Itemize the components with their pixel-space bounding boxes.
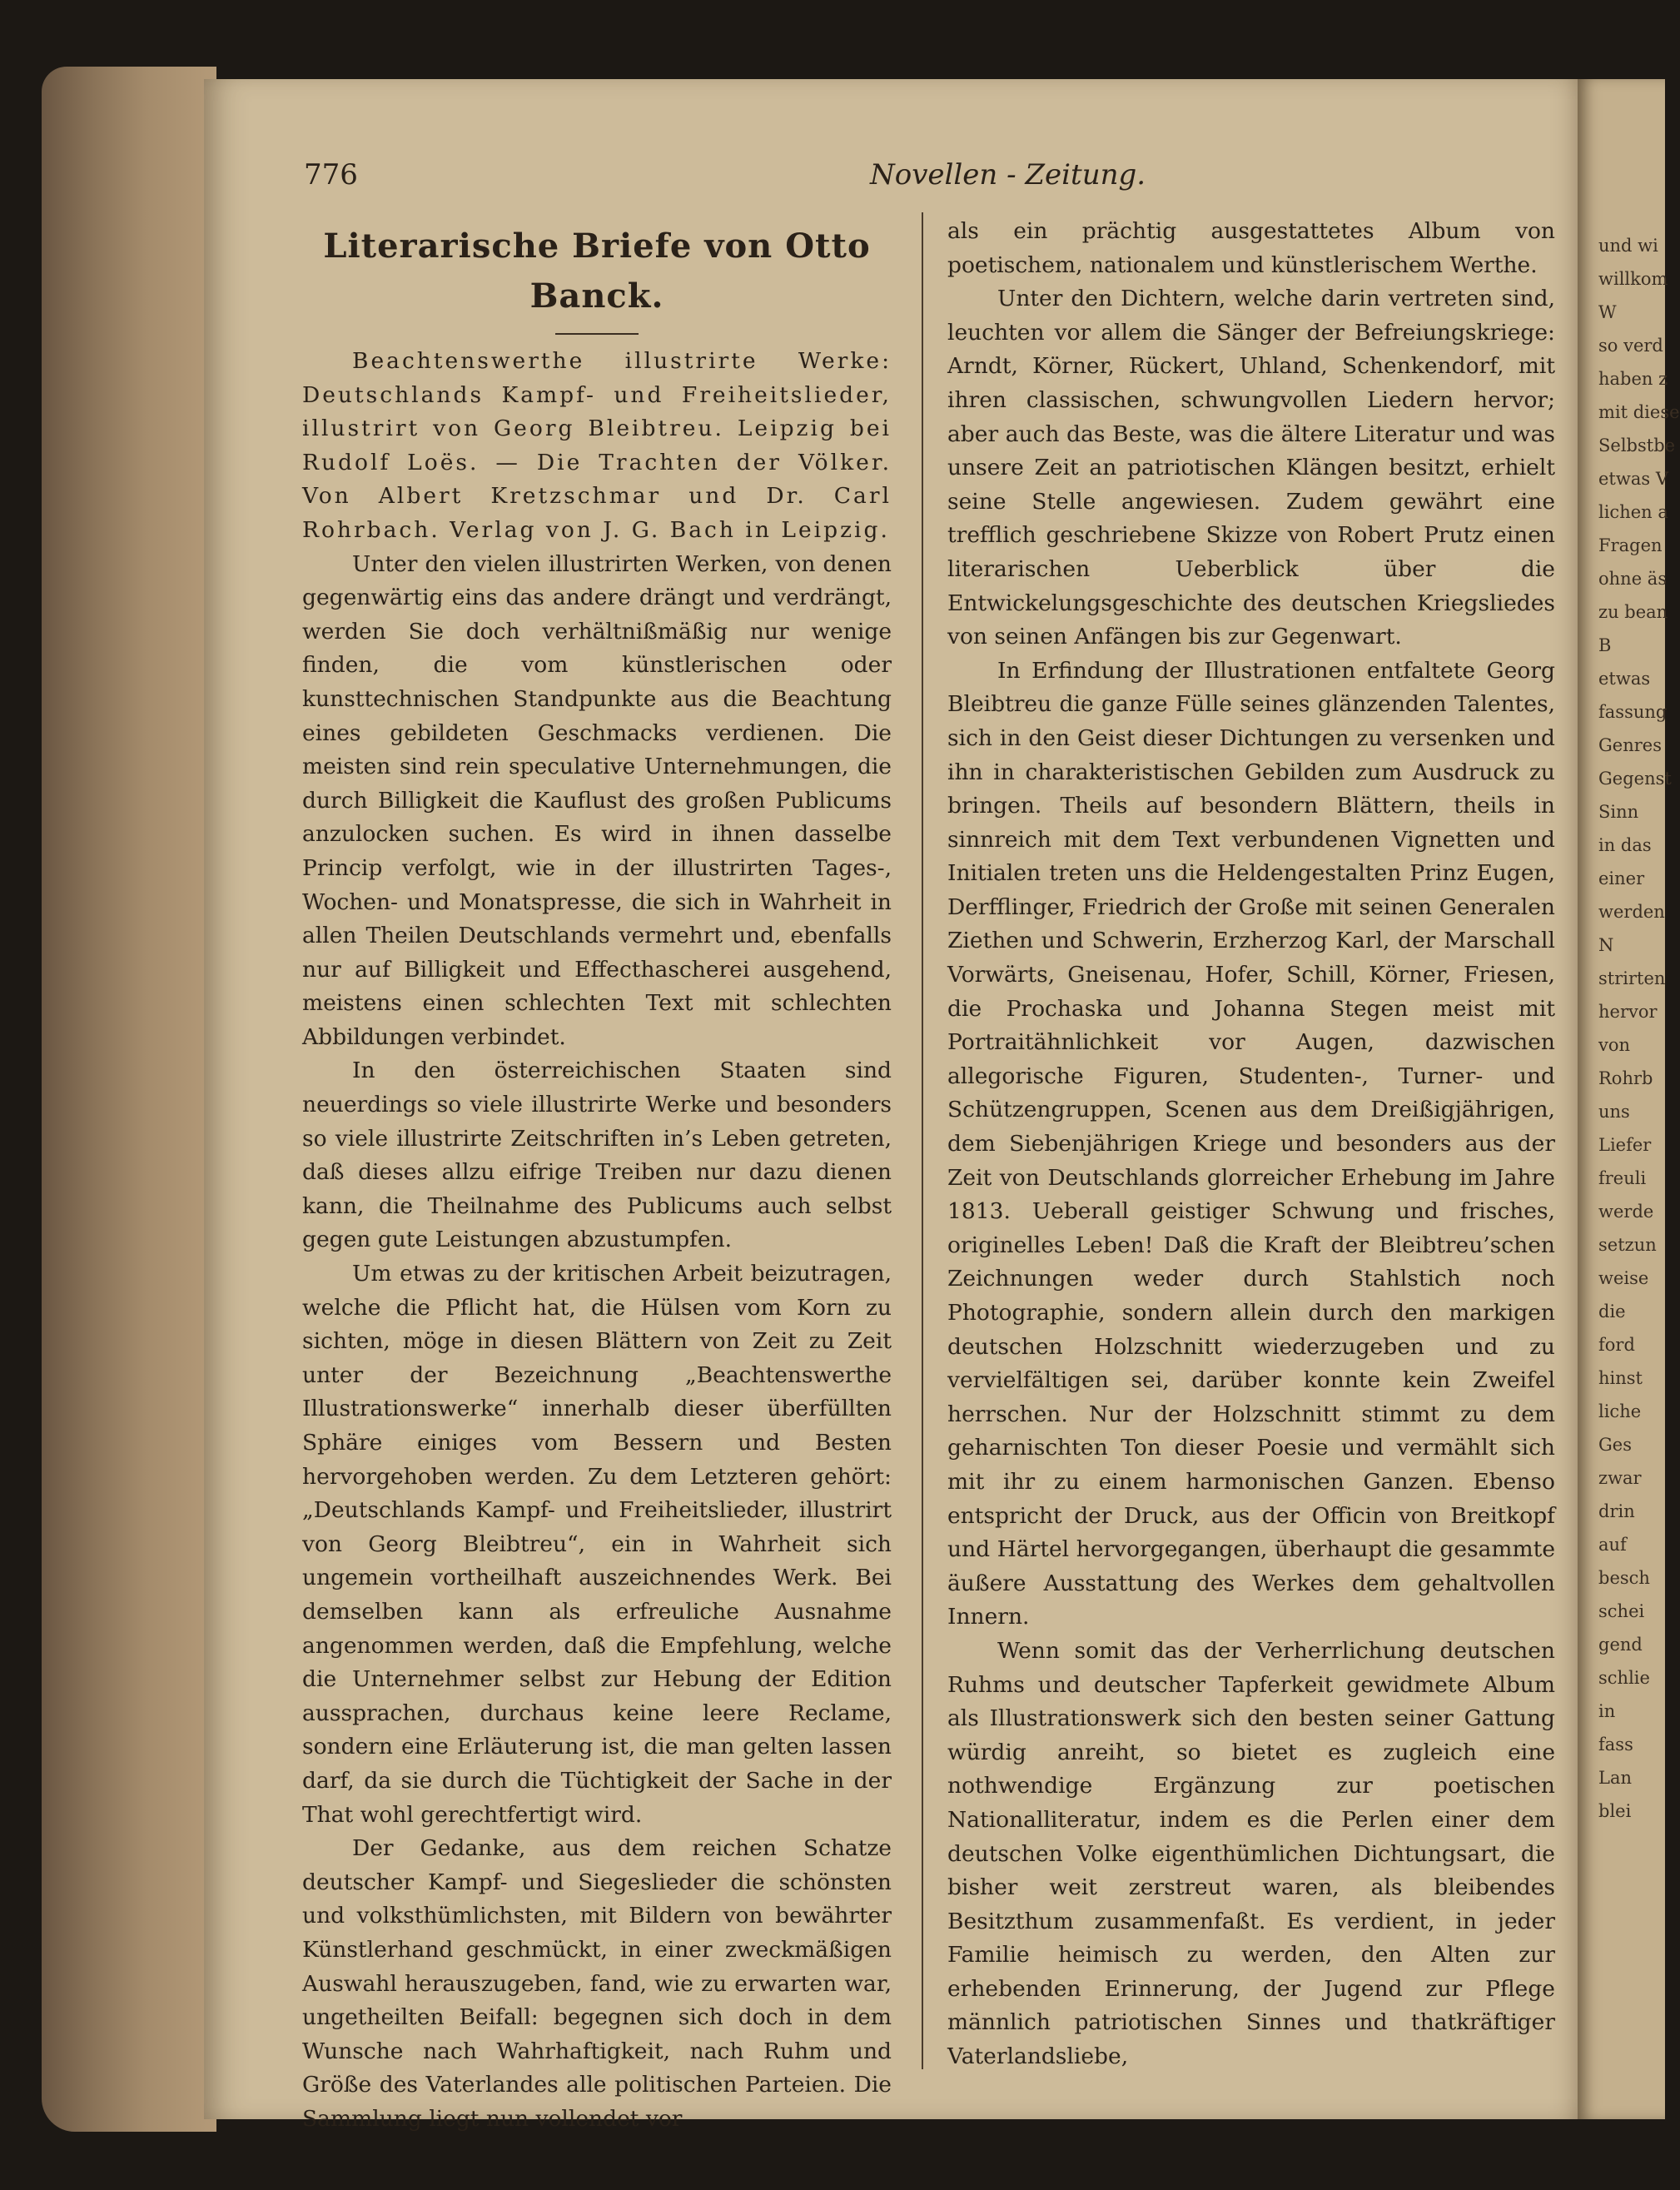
facing-page-fragment: Selbstbe	[1598, 436, 1676, 455]
facing-page-fragment: in das	[1598, 835, 1652, 855]
facing-page-fragment: schlie	[1598, 1668, 1650, 1688]
paragraph: Wenn somit das der Verherrlichung deutschen Ruhms und deutscher Tapferkeit gewidmete Album als Illustrationswerk sich den besten seiner Gattung würdig anreiht, so bietet es zugleich eine nothwendige Ergänzung zur poetischen Nationalliteratur, indem es die Perlen einer dem deutschen Volke eigenthümlichen Dichtungsart, die bisher weit zerstreut waren, als bleibendes Besitzthum zusammenfaßt. Es verdient, in jeder Familie heimisch zu werden, den Alten zur erhebenden Erinnerung, der Jugend zur Pflege männlich patriotischen Sinnes und thatkräftiger Vaterlandsliebe,	[947, 1637, 1555, 2070]
paragraph: In den österreichischen Staaten sind neuerdings so viele illustrirte Werke und besonders so viele illustrirte Zeitschriften in’s Leben getreten, daß dieses allzu eifrige Treiben nur dazu dienen kann, die Theilnahme des Publicums auch selbst gegen gute Leistungen abzustumpfen.	[302, 1058, 892, 1253]
facing-page-text	[1578, 79, 1680, 1828]
facing-page-fragment: zu bean	[1598, 602, 1668, 622]
paragraph: In Erfindung der Illustrationen entfaltete Georg Bleibtreu die ganze Fülle seines glänzenden Talentes, sich in den Geist dieser Dichtungen zu versenken und ihn in charakteristischen Gebilden zum Ausdruck zu bringen. Theils auf besondern Blättern, theils in sinnreich mit dem Text verbundenen Vignetten und Initialen treten uns die Heldengestalten Prinz Eugen, Derfflinger, Friedrich der Große mit seinen Generalen Ziethen und Schwerin, Erzherzog Karl, der Marschall Vorwärts, Gneisenau, Hofer, Schill, Körner, Friesen, die Prochaska und Johanna Stegen meist mit Portraitähnlichkeit vor Augen, dazwischen allegorische Figuren, Studenten-, Turner- und Schützengruppen, Scenen aus dem Dreißigjährigen, dem Siebenjährigen Kriege und besonders aus der Zeit von Deutschlands glorreicher Erhebung im Jahre 1813. Ueberall geistiger Schwung und frisches, originelles Leben! Daß die Kraft der Bleibtreu’schen Zeichnungen weder durch Stahlstich noch Photographie, sondern allein durch den markigen deutschen Holzschnitt wiederzugeben und zu vervielfältigen sei, darüber konnte kein Zweifel herrschen. Nur der Holzschnitt stimmt zu dem geharnischten Ton dieser Poesie und vermählt sich mit ihr zu einem harmonischen Ganzen. Ebenso entspricht der Druck, aus der Officin von Breitkopf und Härtel hervorgegangen, überhaupt die gesammte äußere Ausstattung des Werkes dem gehaltvollen Innern.	[947, 657, 1555, 1630]
facing-page-fragment: etwas	[1598, 669, 1651, 689]
facing-page-fragment: fass	[1598, 1735, 1633, 1754]
facing-page-fragment: Sinn	[1598, 802, 1639, 822]
facing-page-fragment: einer	[1598, 869, 1645, 888]
facing-page-fragment: werden	[1598, 902, 1665, 922]
book-page-edges	[42, 67, 216, 2132]
facing-page-fragment: hinst	[1598, 1368, 1643, 1388]
facing-page-fragment: von	[1598, 1035, 1631, 1055]
page	[204, 79, 1578, 2132]
facing-page-fragment: Gegenst	[1598, 769, 1672, 789]
facing-page-fragment: in	[1598, 1701, 1616, 1721]
facing-page-fragment: schei	[1598, 1601, 1645, 1621]
page-number: 776	[304, 158, 358, 192]
paragraph: Unter den Dichtern, welche darin vertreten sind, leuchten vor allem die Sänger der Befreiungskriege: Arndt, Körner, Rückert, Uhland, Schenkendorf, mit ihren classischen, schwungvollen Liedern hervor; aber auch das Beste, was die ältere Literatur und was unsere Zeit an patriotischen Klängen besitzt, erhielt seine Stelle angewiesen. Zudem gewährt eine trefflich geschriebene Skizze von Robert Prutz einen literarischen Ueberblick über die Entwickelungsgeschichte des deutschen Kriegsliedes von seinen Anfängen bis zur Gegenwart.	[947, 286, 1555, 650]
paragraph: Der Gedanke, aus dem reichen Schatze deutscher Kampf- und Siegeslieder die schönsten und volksthümlichsten, mit Bildern von bewährter Künstlerhand geschmückt, in einer zweckmäßigen Auswahl herauszugeben, fand, wie zu erwarten war, ungetheilten Beifall: begegnen sich doch in dem Wunsche nach Wahrhaftigkeit, nach Ruhm und Größe des Vaterlandes alle politischen Parteien. Die Sammlung liegt nun vollendet vor	[302, 1835, 892, 2132]
facing-page-fragment: die	[1598, 1302, 1626, 1321]
facing-page-fragment: und wi	[1598, 236, 1658, 256]
facing-page-fragment: willkom	[1598, 269, 1668, 289]
facing-page-fragment: zwar	[1598, 1468, 1642, 1488]
column-divider	[922, 212, 923, 2069]
journal-title: Novellen - Zeitung.	[870, 158, 1146, 192]
facing-page-fragment: etwas V	[1598, 469, 1668, 489]
facing-page-fragment: werde	[1598, 1202, 1654, 1222]
facing-page-fragment: freuli	[1598, 1168, 1647, 1188]
facing-page-fragment: ford	[1598, 1335, 1635, 1355]
title-rule	[555, 333, 639, 335]
right-column	[947, 215, 1555, 2074]
facing-page-fragment: B	[1598, 635, 1612, 655]
facing-page-fragment: besch	[1598, 1568, 1650, 1588]
facing-page-fragment: Rohrb	[1598, 1068, 1653, 1088]
facing-page-fragment: haben z	[1598, 369, 1668, 389]
facing-page-fragment: ohne äs	[1598, 569, 1668, 589]
facing-page-fragment: setzun	[1598, 1235, 1657, 1255]
facing-page-fragment: Fragen	[1598, 535, 1663, 555]
facing-page-fragment: uns	[1598, 1102, 1630, 1122]
facing-page-fragment: auf	[1598, 1535, 1627, 1555]
article-title: Literarische Briefe von Otto Banck.	[323, 226, 871, 316]
facing-page-fragment: gend	[1598, 1635, 1643, 1655]
facing-page-fragment: Ges	[1598, 1435, 1632, 1455]
facing-page-fragment: weise	[1598, 1268, 1649, 1288]
facing-page-fragment: so verd	[1598, 336, 1663, 356]
facing-page-fragment: liche	[1598, 1401, 1642, 1421]
left-column	[302, 217, 892, 2136]
facing-page-fragment: drin	[1598, 1501, 1635, 1521]
facing-page-fragment: mit diese	[1598, 402, 1680, 422]
facing-page-fragment: Liefer	[1598, 1135, 1652, 1155]
facing-page-fragment: lichen a	[1598, 502, 1668, 522]
running-head	[304, 158, 1453, 200]
facing-page-fragment: hervor	[1598, 1002, 1658, 1022]
paragraph: Um etwas zu der kritischen Arbeit beizutragen, welche die Pflicht hat, die Hülsen vom Korn zu sichten, möge in diesen Blättern von Zeit zu Zeit unter der Bezeichnung „Beachtenswerthe Illustrationswerke“ innerhalb dieser überfüllten Sphäre einiges vom Bessern und Besten hervorgehoben werden. Zu dem Letzteren gehört: „Deutschlands Kampf- und Freiheitslieder, illustrirt von Georg Bleibtreu“, ein in Wahrheit sich ungemein vortheilhaft auszeichnendes Werk. Bei demselben kann als erfreuliche Ausnahme angenommen werden, daß die Empfehlung, welche die Unternehmer selbst zur Hebung der Edition aussprachen, durchaus keine leere Reclame, sondern eine Erläuterung ist, die man gelten lassen darf, da sie durch die Tüchtigkeit der Sache in der That wohl gerechtfertigt wird.	[302, 1261, 892, 1828]
facing-page-fragment: strirten	[1598, 968, 1666, 988]
facing-page-edge	[1578, 79, 1680, 2119]
facing-page-fragment: Lan	[1598, 1768, 1632, 1788]
facing-page-fragment: W	[1598, 302, 1617, 322]
facing-page-fragment: blei	[1598, 1801, 1632, 1821]
facing-page-fragment: Genres	[1598, 735, 1662, 755]
paragraph-continuation: als ein prächtig ausgestattetes Album von poetischem, nationalem und künstlerischem Werthe.	[947, 218, 1555, 278]
reviewed-works: Beachtenswerthe illustrirte Werke: Deutschlands Kampf- und Freiheitslieder, illustrirt von Georg Bleibtreu. Leipzig bei Rudolf Loës. — Die Trachten der Völker. Von Albert Kretzschmar und Dr. Carl Rohrbach. Verlag von J. G. Bach in Leipzig.	[302, 348, 892, 543]
facing-page-fragment: N	[1598, 935, 1614, 955]
paragraph: Unter den vielen illustrirten Werken, von denen gegenwärtig eins das andere drängt und verdrängt, werden Sie doch verhältnißmäßig nur wenige finden, die vom künstlerischen oder kunsttechnischen Standpunkte aus die Beachtung eines gebildeten Geschmacks verdienen. Die meisten sind rein speculative Unternehmungen, die durch Billigkeit die Kauflust des großen Publicums anzulocken suchen. Es wird in ihnen dasselbe Princip verfolgt, wie in der illustrirten Tages-, Wochen- und Monatspresse, die sich in Wahrheit in allen Theilen Deutschlands vermehrt und, ebenfalls nur auf Billigkeit und Effecthascherei ausgehend, meistens einen schlechten Text mit schlechten Abbildungen verbindet.	[302, 550, 892, 1050]
facing-page-fragment: fassung	[1598, 702, 1668, 722]
